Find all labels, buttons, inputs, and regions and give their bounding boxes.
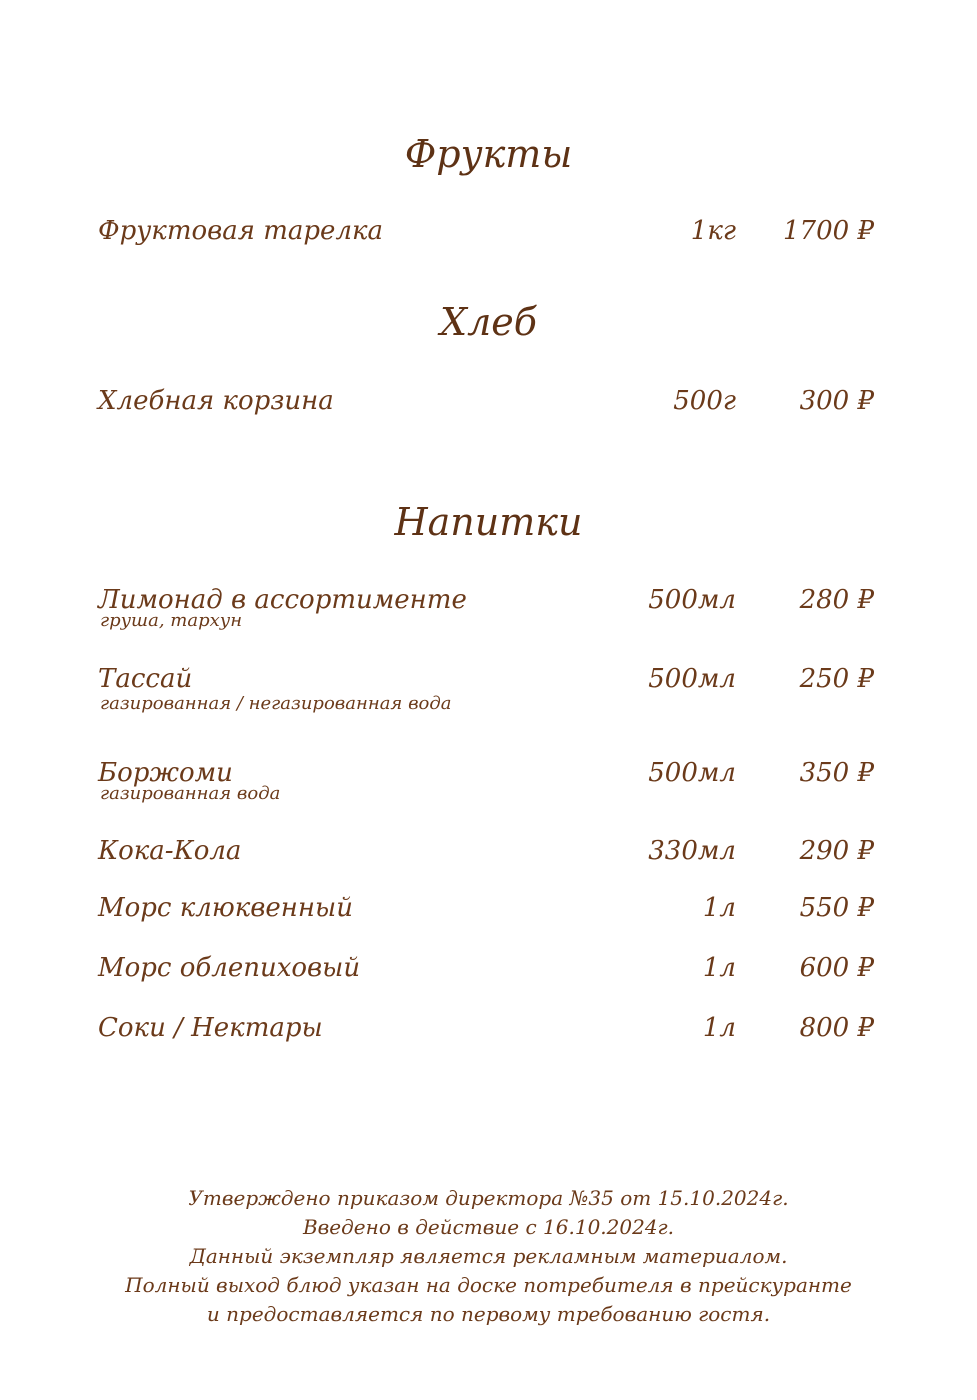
item-name: Тассай	[98, 664, 193, 694]
menu-item-fruit-plate	[98, 216, 878, 276]
item-quantity: 500мл	[648, 664, 736, 694]
footer-line-portion-info: Полный выход блюд указан на доске потребителя в прейскуранте	[125, 1273, 852, 1297]
item-name: Фруктовая тарелка	[98, 216, 384, 246]
item-name: Морс облепиховый	[98, 953, 361, 983]
item-price: 280 ₽	[799, 585, 874, 615]
item-description: газированная / негазированная вода	[100, 693, 452, 714]
item-price: 350 ₽	[799, 758, 874, 788]
item-quantity: 500мл	[648, 758, 736, 788]
item-name: Морс клюквенный	[98, 893, 353, 923]
item-quantity: 330мл	[648, 836, 736, 866]
section-title-fruits: Фрукты	[404, 132, 573, 176]
item-quantity: 1л	[702, 953, 736, 983]
item-quantity: 1л	[702, 893, 736, 923]
item-description: газированная вода	[100, 783, 281, 804]
item-quantity: 1л	[702, 1013, 736, 1043]
legal-footer	[0, 1184, 977, 1329]
menu-item-juices	[98, 1013, 878, 1073]
menu-item-sea-buckthorn-mors	[98, 953, 878, 1013]
item-price: 250 ₽	[799, 664, 874, 694]
item-price: 600 ₽	[799, 953, 874, 983]
item-name: Соки / Нектары	[98, 1013, 323, 1043]
menu-item-coca-cola	[98, 836, 878, 896]
item-name: Хлебная корзина	[98, 386, 334, 416]
item-quantity: 500г	[673, 386, 736, 416]
footer-line-on-request: и предоставляется по первому требованию гостя.	[206, 1302, 771, 1326]
section-title-bread: Хлеб	[440, 300, 537, 344]
item-price: 550 ₽	[799, 893, 874, 923]
item-description: груша, тархун	[100, 610, 243, 631]
menu-item-lemonade	[98, 585, 878, 645]
menu-item-tassai	[98, 664, 878, 724]
item-price: 800 ₽	[799, 1013, 874, 1043]
item-price: 290 ₽	[799, 836, 874, 866]
section-title-drinks: Напитки	[394, 500, 583, 544]
menu-item-cranberry-mors	[98, 893, 878, 953]
item-price: 1700 ₽	[783, 216, 874, 246]
menu-item-borjomi	[98, 758, 878, 818]
footer-line-approval: Утверждено приказом директора №35 от 15.10.2024г.	[188, 1186, 789, 1210]
item-quantity: 1кг	[690, 216, 736, 246]
item-quantity: 500мл	[648, 585, 736, 615]
menu-item-bread-basket	[98, 386, 878, 446]
footer-line-advertising: Данный экземпляр является рекламным материалом.	[189, 1244, 788, 1268]
footer-line-effective-date: Введено в действие с 16.10.2024г.	[302, 1215, 675, 1239]
item-name: Лимонад в ассортименте	[98, 585, 467, 615]
item-price: 300 ₽	[799, 386, 874, 416]
item-name: Кока-Кола	[98, 836, 242, 866]
item-name: Боржоми	[98, 758, 233, 788]
